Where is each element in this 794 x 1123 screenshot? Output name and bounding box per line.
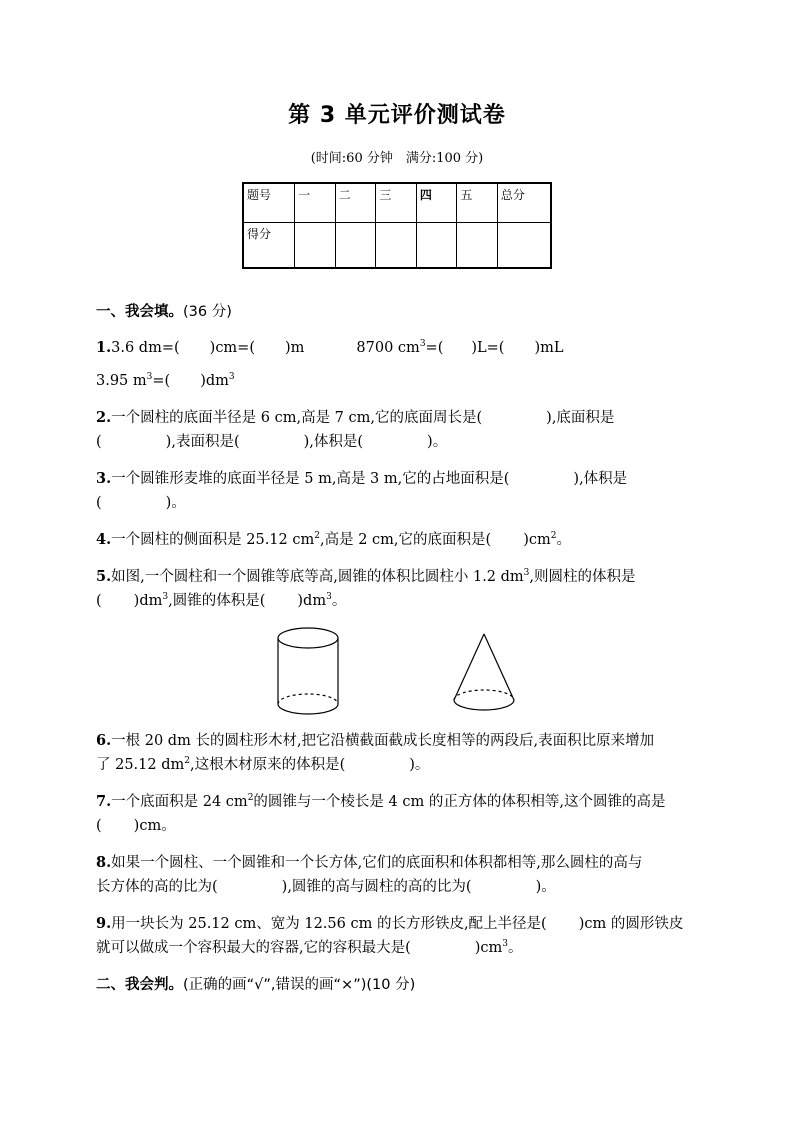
q2-text: ),表面积是( (165, 434, 240, 450)
q1-text: 3.6 dm=( (111, 340, 180, 356)
q2-text: ),体积是( (303, 434, 364, 450)
q8-text: 如果一个圆柱、一个圆锥和一个长方体,它们的底面积和体积都相等,那么圆柱的高与 (111, 855, 643, 871)
superscript: 2 (247, 793, 254, 804)
q6-text: ,这根木材原来的体积是( (190, 757, 346, 773)
question-number: 2. (96, 409, 112, 426)
question-9-line-1 (96, 914, 706, 934)
q6-text: 一根 20 dm 长的圆柱形木材,把它沿横截面截成长度相等的两段后,表面积比原来增加 (111, 733, 655, 749)
q9-text: )cm 的圆形铁皮 (578, 916, 684, 932)
q9-text: 就可以做成一个容积最大的容器,它的容积最大是( (96, 940, 411, 956)
q9-text: 用一块长为 25.12 cm、宽为 12.56 cm 的长方形铁皮,配上半径是( (111, 916, 547, 932)
q3-text: 一个圆锥形麦堆的底面半径是 5 m,高是 3 m,它的占地面积是( (111, 471, 510, 487)
score-header-cell: 题号 (243, 183, 295, 223)
q8-text: ),圆锥的高与圆柱的高的比为( (281, 879, 472, 895)
q1-text: )dm (200, 373, 229, 389)
q3-text: )。 (165, 495, 186, 511)
q5-text: )dm (297, 593, 327, 609)
score-cell[interactable] (416, 223, 457, 269)
question-number: 8. (96, 854, 112, 871)
superscript: 2 (184, 756, 190, 767)
q1-text: )mL (534, 340, 564, 356)
score-header-cell: 五 (457, 183, 498, 223)
section-heading (96, 975, 706, 995)
section-title: 一、我会填。 (96, 304, 183, 320)
question-8-line-1 (96, 853, 706, 873)
q3-text: ),体积是 (573, 471, 628, 487)
section-points: (36 分) (183, 304, 232, 320)
superscript: 3 (162, 592, 169, 603)
exam-subtitle: (时间:60 分钟 满分:100 分) (310, 151, 484, 166)
q6-text: )。 (409, 757, 430, 773)
superscript: 2 (314, 531, 320, 542)
score-row-label: 得分 (243, 223, 295, 269)
q1-text: )cm=( (209, 340, 255, 356)
section-heading (96, 302, 706, 322)
question-2-line-1 (96, 408, 706, 428)
q2-text: ),底面积是 (546, 410, 615, 426)
superscript: 3 (326, 592, 332, 603)
question-3-line-1 (96, 469, 706, 489)
q3-text: ( (96, 495, 102, 511)
score-cell[interactable] (457, 223, 498, 269)
q5-text: ( (96, 593, 102, 609)
superscript: 3 (146, 372, 153, 383)
q7-text: )cm。 (133, 818, 176, 834)
q1-text: =( (152, 373, 171, 389)
superscript: 3 (523, 568, 530, 579)
question-3-line-2 (96, 493, 706, 513)
q6-text: 了 25.12 dm (96, 757, 185, 773)
score-header-cell: 三 (376, 183, 417, 223)
section-title: 二、我会判。 (96, 977, 183, 993)
q4-text: 一个圆柱的侧面积是 25.12 cm (111, 532, 315, 548)
question-number: 9. (96, 915, 112, 932)
q4-text: 。 (556, 532, 571, 548)
superscript: 2 (550, 531, 557, 542)
question-1-line-1 (96, 338, 706, 358)
cylinder-and-cone-figure (270, 624, 530, 720)
q9-text: 。 (508, 940, 523, 956)
q5-text: ,则圆柱的体积是 (529, 569, 636, 585)
question-7-line-1 (96, 792, 706, 812)
q8-text: 长方体的高的比为( (96, 879, 218, 895)
q9-text: )cm (474, 940, 503, 956)
question-number: 6. (96, 732, 112, 749)
question-6-line-2 (96, 755, 706, 775)
score-cell[interactable] (376, 223, 417, 269)
q8-text: )。 (535, 879, 556, 895)
question-2-line-2 (96, 432, 706, 452)
score-header-cell: 总分 (497, 183, 551, 223)
q1-text: )m (285, 340, 305, 356)
question-5-line-2 (96, 591, 706, 611)
q5-text: 。 (331, 593, 347, 609)
question-5-line-1 (96, 567, 706, 587)
question-number: 4. (96, 531, 112, 548)
question-number: 5. (96, 568, 112, 585)
question-4-line-1 (96, 530, 706, 550)
page-title: 第 3 单元评价测试卷 (288, 103, 506, 128)
section-points: (正确的画“√”,错误的画“×”)(10 分) (183, 977, 416, 993)
q1-text: 3.95 m (96, 373, 147, 389)
score-header-cell: 二 (335, 183, 376, 223)
q7-text: 的圆锥与一个棱长是 4 cm 的正方体的体积相等,这个圆锥的高是 (253, 794, 666, 810)
q4-text: )cm (523, 532, 551, 548)
question-number: 7. (96, 793, 112, 810)
q5-text: ,圆锥的体积是( (168, 593, 266, 609)
question-number: 3. (96, 470, 112, 487)
cone-shape (454, 634, 514, 710)
score-cell[interactable] (335, 223, 376, 269)
q7-text: ( (96, 818, 102, 834)
q2-text: 一个圆柱的底面半径是 6 cm,高是 7 cm,它的底面周长是( (111, 410, 483, 426)
q7-text: 一个底面积是 24 cm (111, 794, 248, 810)
score-table-header-row (243, 183, 551, 223)
score-table (242, 182, 552, 269)
score-header-cell: 四 (416, 183, 457, 223)
question-9-line-2 (96, 938, 706, 958)
q1-text: )L=( (471, 340, 505, 356)
score-table-score-row (243, 223, 551, 269)
superscript: 3 (419, 339, 426, 350)
question-7-line-2 (96, 816, 706, 836)
question-number: 1. (96, 339, 112, 356)
superscript: 3 (228, 372, 235, 383)
q1-text: =( (425, 340, 444, 356)
question-6-line-1 (96, 731, 706, 751)
q4-text: ,高是 2 cm,它的底面积是( (319, 532, 492, 548)
q1-text: 8700 cm (356, 340, 420, 356)
score-cell[interactable] (497, 223, 551, 269)
q5-text: 如图,一个圆柱和一个圆锥等底等高,圆锥的体积比圆柱小 1.2 dm (111, 569, 524, 585)
question-1-line-2 (96, 371, 706, 391)
question-8-line-2 (96, 877, 706, 897)
score-header-cell: 一 (295, 183, 336, 223)
cylinder-shape (278, 628, 338, 714)
q2-text: ( (96, 434, 102, 450)
q5-text: )dm (133, 593, 163, 609)
score-cell[interactable] (295, 223, 336, 269)
q2-text: )。 (427, 434, 448, 450)
superscript: 3 (502, 939, 509, 950)
